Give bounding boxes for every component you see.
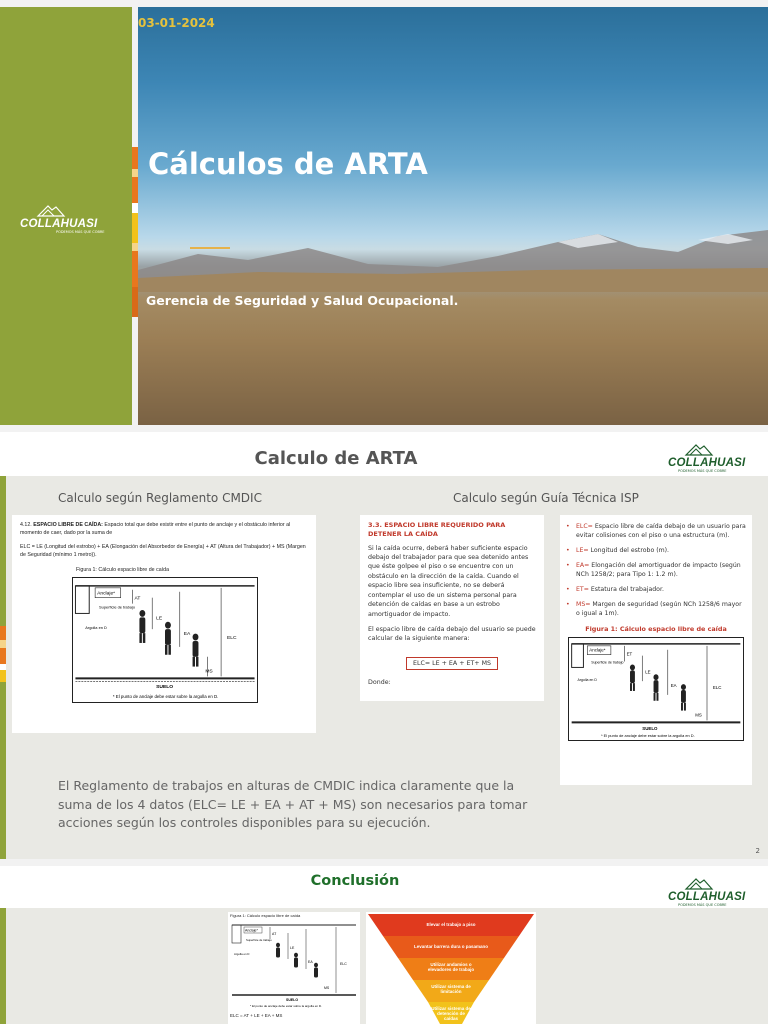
et-label: ET — [626, 651, 633, 657]
elc-label: ELC — [712, 684, 722, 690]
isp-definitions — [560, 515, 752, 785]
ms-label: MS — [324, 985, 330, 990]
pyramid-level-3: Utilizar andamios o elevadores de trabajo — [427, 962, 475, 972]
elc-label: ELC — [340, 961, 347, 966]
worker-figures — [139, 610, 198, 667]
isp-formula: ELC= LE + EA + ET+ MS — [406, 657, 498, 670]
ring-label: Argolla en D — [85, 625, 107, 631]
green-sidebar — [0, 908, 6, 1024]
surface-label: Superficie de trabajo — [246, 937, 272, 942]
ms-label: MS — [205, 669, 213, 675]
anchor-label: Anclaje* — [245, 928, 258, 933]
le-label: LE — [645, 669, 651, 675]
logo-tagline: PODEMOS MÁS QUE COBRE — [678, 469, 727, 473]
cmdic-definition — [20, 521, 308, 538]
title-accent-line — [190, 247, 230, 249]
hierarchy-pyramid — [366, 912, 536, 1024]
ring-label: Argolla en D — [577, 678, 597, 683]
calculation-slide — [0, 432, 768, 859]
definition-elc: • ELC= Espacio libre de caída debajo de un usuario para evitar colisiones con el piso o una estructura (m). — [566, 523, 746, 541]
figure-caption: Figura 1: Cálculo espacio libre de caída — [585, 624, 727, 633]
floor-label: SUELO — [156, 685, 174, 691]
isp-paragraph-1: Si la caída ocurre, deberá haber suficiente espacio debajo del trabajador para que sea detenido antes que éste golpee el piso o se encuentre con un obstáculo en la dirección de la caída. Cuando el espacio libre sea insuficiente, no se deberá contemplar el uso de un sistema personal para detención de caídas en base a un estrobo amortiguador de impacto. — [368, 544, 529, 618]
collahuasi-logo — [20, 203, 120, 234]
donde-label: Donde: — [368, 678, 391, 686]
ring-label: Argolla en D — [234, 951, 250, 956]
definition-et: • ET= Estatura del trabajador. — [566, 586, 746, 595]
definition-ms: • MS= Margen de seguridad (según NCh 1258/6 mayor o igual a 1m). — [566, 601, 746, 619]
title-slide — [0, 7, 768, 425]
isp-section-heading: 3.3. ESPACIO LIBRE REQUERIDO PARA DETENER LA CAÍDA — [368, 521, 506, 538]
at-label: AT — [134, 596, 141, 602]
green-sidebar — [0, 476, 6, 859]
term: ESPACIO LIBRE DE CAÍDA: — [33, 522, 103, 528]
elc-label: ELC — [226, 636, 237, 642]
slide-title: Calculo de ARTA — [254, 448, 418, 469]
le-label: LE — [156, 616, 163, 622]
figure-caption: Figura 1: Cálculo espacio libre de caída — [230, 913, 301, 918]
cmdic-formula: ELC = LE (Longitud del estrobo) + EA (Elongación del Absorbedor de Energía) + AT (Altura del Trabajador) + MS (Margen de Seguridad (mínimo 1 metro)). — [20, 543, 306, 559]
anchor-label: Anclaje* — [589, 647, 606, 653]
isp-paragraph-2: El espacio libre de caída debajo del usuario se puede calcular de la siguiente manera: — [368, 626, 536, 643]
pyramid-level-2: Levantar barrera dura o pasamano — [413, 944, 489, 949]
pyramid-level-1: Elevar el trabajo a piso — [426, 922, 476, 927]
logo-mountain-icon — [36, 203, 66, 217]
at-label: AT — [272, 931, 277, 936]
ea-label: EA — [670, 682, 677, 688]
logo-wordmark: COLLAHUASI — [20, 218, 98, 230]
page-number: 2 — [755, 847, 760, 855]
figure-caption: Figura 1: Cálculo espacio libre de caída — [76, 566, 170, 573]
collahuasi-logo — [668, 442, 758, 473]
conclusion-slide — [0, 866, 768, 1024]
logo-wordmark: COLLAHUASI — [668, 891, 746, 903]
anchor-label: Anclaje* — [97, 592, 116, 598]
logo-wordmark: COLLAHUASI — [668, 457, 746, 469]
definition-le: • LE= Longitud del estrobo (m). — [566, 547, 746, 556]
diagram-note: * El punto de anclaje debe estar sobre la argolla en D. — [112, 694, 219, 700]
floor-label: SUELO — [286, 997, 299, 1002]
ea-label: EA — [183, 632, 191, 638]
diagram-note: * El punto de anclaje debe estar sobre la argolla en D. — [250, 1003, 322, 1008]
floor-label: SUELO — [642, 726, 658, 732]
fall-clearance-diagram-isp — [568, 637, 744, 741]
cmdic-excerpt — [12, 515, 316, 733]
isp-excerpt — [360, 515, 544, 701]
logo-mountain-icon — [684, 442, 714, 456]
logo-mountain-icon — [684, 876, 714, 890]
isp-heading: Calculo según Guía Técnica ISP — [453, 491, 639, 505]
ea-label: EA — [308, 959, 313, 964]
collahuasi-logo — [668, 876, 758, 907]
surface-label: Superficie de trabajo — [591, 660, 624, 665]
logo-tagline: PODEMOS MÁS QUE COBRE — [56, 230, 105, 234]
logo-tagline: PODEMOS MÁS QUE COBRE — [678, 903, 727, 907]
fall-clearance-diagram-small — [230, 919, 358, 1009]
slide-subtitle: Gerencia de Seguridad y Salud Ocupacional. — [146, 293, 459, 308]
definitions-list — [566, 523, 746, 619]
presentation-date: 03-01-2024 — [138, 16, 215, 30]
surface-label: Superficie de trabajo — [99, 604, 136, 610]
pyramid-level-5: Utilizar sistema de detención de caídas — [431, 1006, 471, 1021]
formula: ELC = AT + LE + EA + MS — [230, 1012, 283, 1018]
mountains-graphic — [138, 212, 768, 292]
diagram-note: * El punto de anclaje debe estar sobre la argolla en D. — [601, 732, 695, 738]
fall-clearance-diagram — [72, 577, 258, 703]
definition-ea: • EA= Elongación del amortiguador de impacto (según NCh 1258/2; para Tipo 1: 1.2 m). — [566, 562, 746, 580]
cmdic-heading: Calculo según Reglamento CMDIC — [58, 491, 262, 505]
color-stripes — [132, 147, 138, 317]
conclusion-paragraph: El Reglamento de trabajos en alturas de CMDIC indica claramente que la suma de los 4 datos (ELC= LE + EA + AT + MS) son necesarios para tomar acciones según los controles disponibles para su ejecución. — [58, 778, 528, 830]
slide-title: Cálculos de ARTA — [148, 147, 428, 181]
worker-figures — [630, 664, 686, 710]
pyramid-level-4: Utilizar sistema de limitación — [431, 984, 471, 994]
section-number: 4.12. — [20, 522, 32, 528]
figure-thumbnail — [228, 912, 360, 1024]
slide-title: Conclusión — [310, 873, 400, 889]
ms-label: MS — [695, 712, 702, 718]
definition-text: Espacio total que debe existir entre el punto de anclaje y el obstáculo inferior al momento de caer, dado por la suma de — [20, 522, 291, 537]
le-label: LE — [290, 945, 295, 950]
